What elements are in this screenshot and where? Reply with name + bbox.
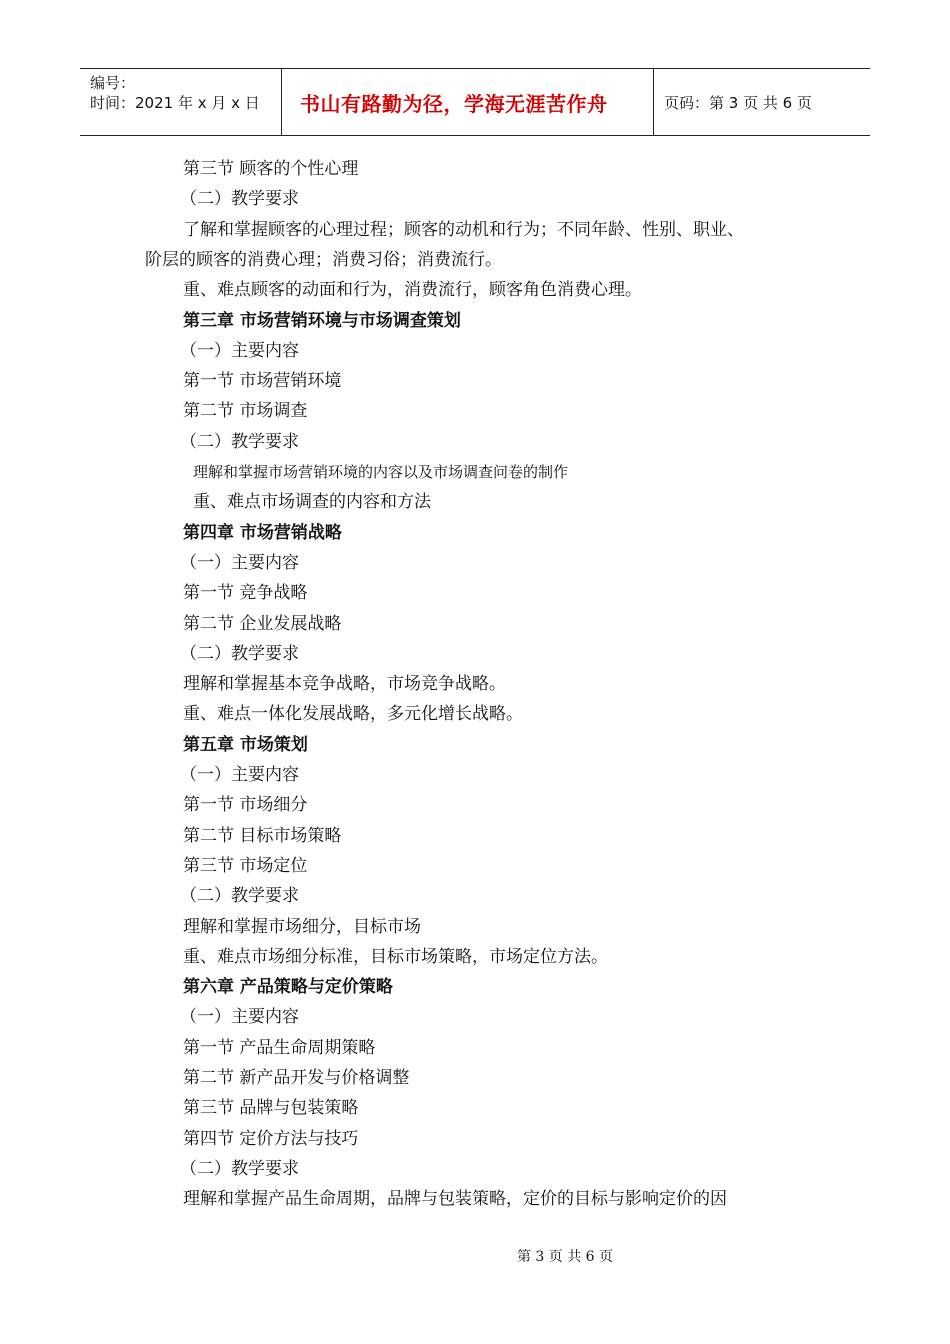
text-line: （一）主要内容 (180, 552, 299, 573)
text-line: 理解和掌握市场营销环境的内容以及市场调查问卷的制作 (193, 463, 569, 481)
text-line: 理解和掌握市场细分，目标市场 (183, 916, 421, 937)
text-line: 重、难点市场细分标准，目标市场策略，市场定位方法。 (183, 946, 608, 967)
text-line: 第二节 新产品开发与价格调整 (183, 1068, 410, 1088)
document-number-label: 编号： (90, 74, 136, 92)
text-line: 阶层的顾客的消费心理；消费习俗；消费流行。 (145, 249, 502, 270)
text-line: 理解和掌握产品生命周期，品牌与包装策略，定价的目标与影响定价的因 (183, 1189, 727, 1210)
text-line: （二）教学要求 (180, 643, 299, 664)
text-line: 第三节 顾客的个性心理 (183, 159, 359, 179)
text-line: 重、难点一体化发展战略，多元化增长战略。 (183, 704, 523, 725)
header-meta (80, 69, 282, 135)
text-line: 重、难点市场调查的内容和方法 (193, 492, 431, 513)
header-page-info: 页码：第 3 页 共 6 页 (664, 93, 812, 112)
chapter-heading: 第四章 市场营销战略 (183, 522, 342, 543)
text-line: （二）教学要求 (180, 189, 299, 210)
chapter-heading: 第六章 产品策略与定价策略 (183, 977, 393, 998)
text-line: 第一节 产品生命周期策略 (183, 1037, 376, 1058)
text-line: （一）主要内容 (180, 765, 299, 785)
text-line: （一）主要内容 (180, 340, 299, 361)
text-line: 第二节 市场调查 (183, 401, 308, 422)
page-header (80, 68, 870, 136)
page-footer: 第 3 页 共 6 页 (516, 1249, 614, 1265)
header-motto: 书山有路勤为径，学海无涯苦作舟 (282, 69, 654, 135)
text-line: （二）教学要求 (180, 886, 299, 907)
text-line: 第三节 品牌与包装策略 (183, 1098, 359, 1119)
text-line: 第四节 定价方法与技巧 (183, 1128, 359, 1149)
text-line: 第二节 目标市场策略 (183, 825, 342, 846)
text-line: 第一节 竞争战略 (183, 583, 308, 604)
text-line: 理解和掌握基本竞争战略，市场竞争战略。 (183, 674, 506, 695)
text-line: 第三节 市场定位 (183, 855, 308, 876)
text-line: （二）教学要求 (180, 1158, 299, 1179)
text-line: 重、难点顾客的动面和行为，消费流行，顾客角色消费心理。 (183, 280, 642, 301)
text-line: 了解和掌握顾客的心理过程；顾客的动机和行为；不同年龄、性别、职业、 (183, 219, 744, 240)
text-line: 第一节 市场细分 (183, 795, 308, 816)
text-line: （二）教学要求 (180, 431, 299, 452)
chapter-heading: 第五章 市场策划 (183, 734, 308, 755)
text-line: （一）主要内容 (180, 1007, 299, 1028)
chapter-heading: 第三章 市场营销环境与市场调查策划 (183, 310, 461, 331)
text-line: 第二节 企业发展战略 (183, 613, 342, 634)
document-date: 时间：2021 年 x 月 x 日 (90, 94, 260, 112)
text-line: 第一节 市场营销环境 (183, 371, 342, 392)
